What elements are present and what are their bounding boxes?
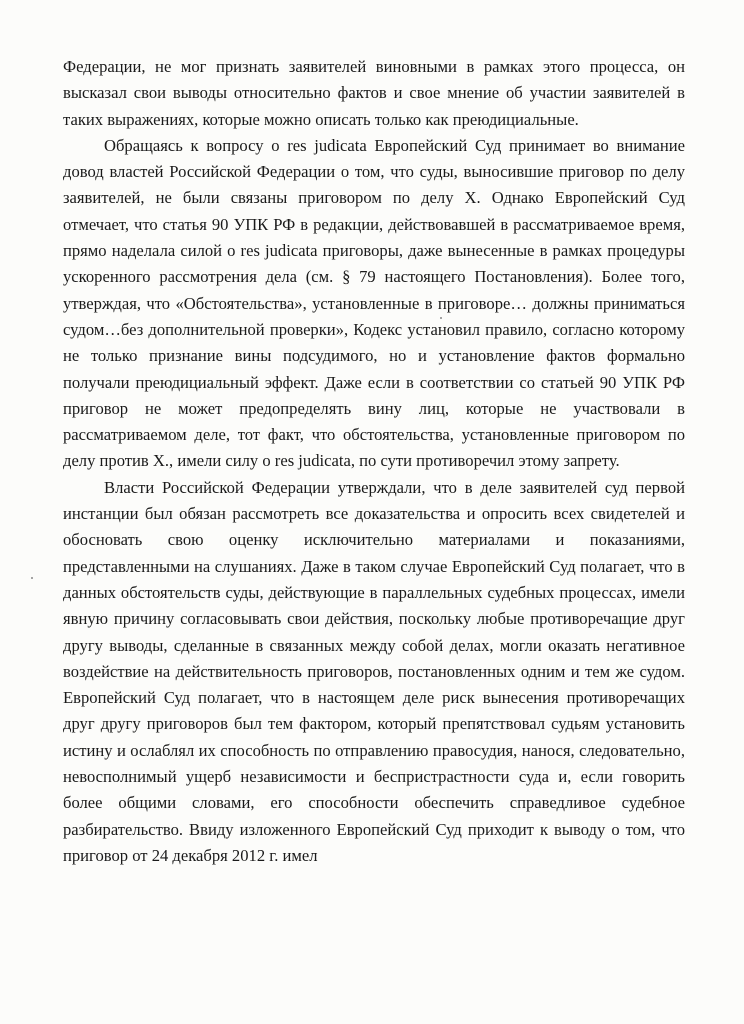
- paragraph-government-argument: Власти Российской Федерации утверждали, что в деле заявителей суд первой инстанции был обязан рассмотреть все доказательства и опросить всех свидетелей и обосновать свою оценку исключительно материалами и показаниями, представленными на слушаниях. Даже в таком случае Европейский Суд полагает, что в данных обстоятельств суды, действующие в параллельных судебных процессах, имели явную причину согласовывать свои действия, поскольку любые противоречащие друг другу выводы, сделанные в связанных между собой делах, могли оказать негативное воздействие на действительность приговоров, постановленных одним и тем же судом. Европейский Суд полагает, что в настоящем деле риск вынесения противоречащих друг другу приговоров был тем фактором, который препятствовал судьям установить истину и ослаблял их способность по отправлению правосудия, нанося, следовательно, невосполнимый ущерб независимости и беспристрастности суда и, если говорить более общими словами, его способности обеспечить справедливое судебное разбирательство. Ввиду изложенного Европейский Суд приходит к выводу о том, что приговор от 24 декабря 2012 г. имел: [63, 477, 685, 865]
- scan-speck: [440, 317, 442, 319]
- paragraph-continuation: Федерации, не мог признать заявителей виновными в рамках этого процесса, он высказал свои выводы относительно фактов и свое мнение об участии заявителей в таких выражениях, которые можно описать только как преюдициальные.: [63, 57, 685, 129]
- document-body: [63, 54, 685, 869]
- paragraph-res-judicata: Обращаясь к вопросу о res judicata Европейский Суд принимает во внимание довод властей Российской Федерации о том, что суды, выносившие приговор по делу заявителей, не были связаны приговором по делу X. Однако Европейский Суд отмечает, что статья 90 УПК РФ в редакции, действовавшей в рассматриваемое время, прямо наделала силой o res judicata приговоры, даже вынесенные в рамках процедуры ускоренного рассмотрения дела (см. § 79 настоящего Постановления). Более того, утверждая, что «Обстоятельства», установленные в приговоре… должны приниматься судом…без дополнительной проверки», Кодекс установил правило, согласно которому не только признание вины подсудимого, но и установление фактов формально получали преюдициальный эффект. Даже если в соответствии со статьей 90 УПК РФ приговор не может предопределять вину лиц, которые не участвовали в рассматриваемом деле, тот факт, что обстоятельства, установленные приговором по делу против X., имели силу o res judicata, по сути противоречил этому запрету.: [63, 135, 685, 471]
- scan-speck: [31, 577, 33, 579]
